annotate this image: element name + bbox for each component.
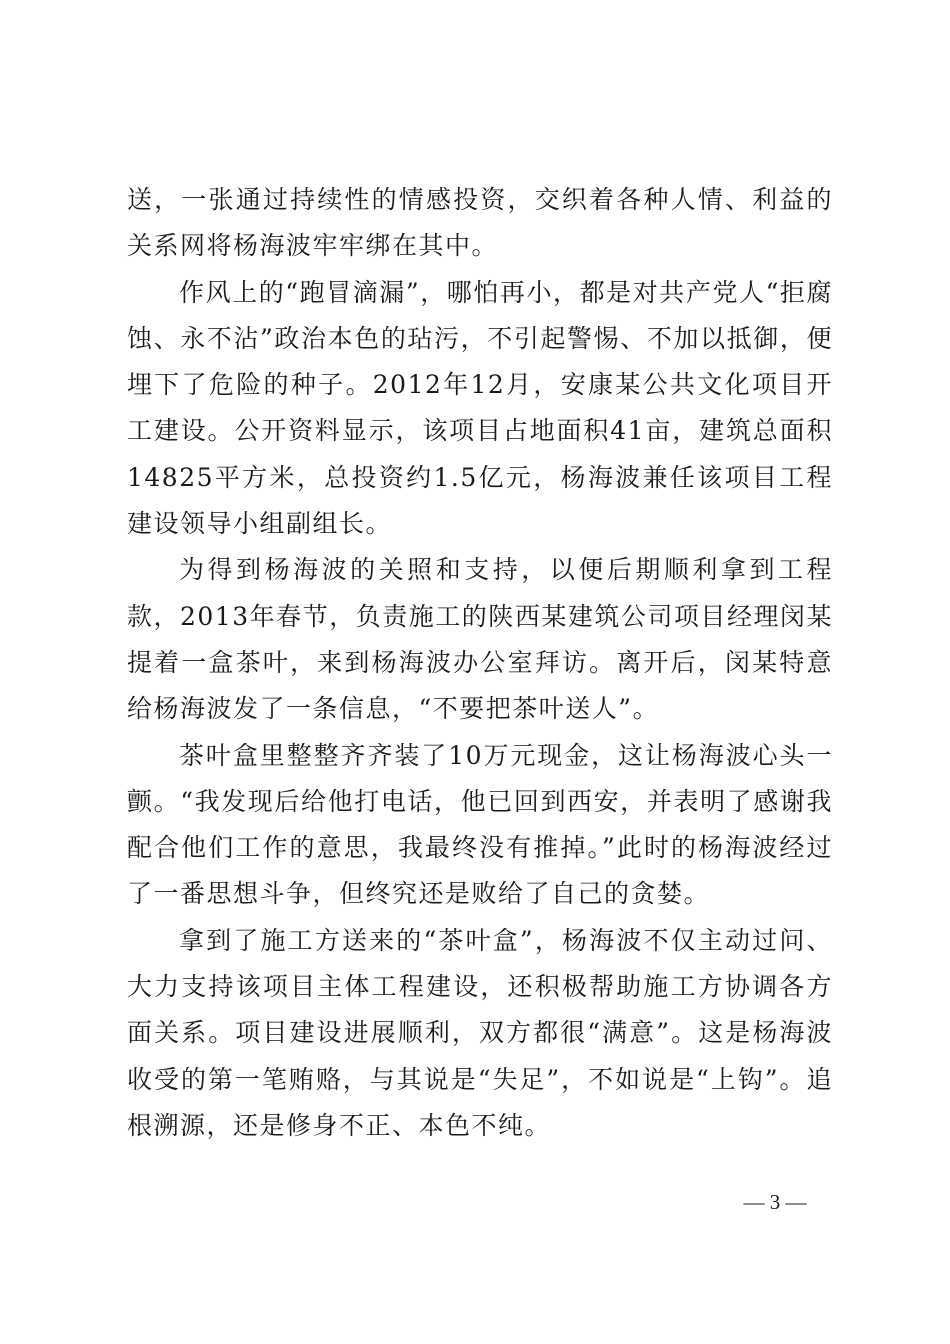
paragraph-4: 茶叶盒里整整齐齐装了10万元现金，这让杨海波心头一颤。“我发现后给他打电话，他已回到西安，并表明了感谢我配合他们工作的意思，我最终没有推掉。”此时的杨海波经过了一番思想斗争，但终究还是败给了自己的贪婪。 [127, 740, 833, 909]
paragraph-5: 拿到了施工方送来的“茶叶盒”，杨海波不仅主动过问、大力支持该项目主体工程建设，还积极帮助施工方协调各方面关系。项目建设进展顺利，双方都很“满意”。这是杨海波收受的第一笔贿赂，与其说是“失足”，不如说是“上钩”。追根溯源，还是修身不正、本色不纯。 [127, 925, 833, 1140]
paragraph-2: 作风上的“跑冒滴漏”，哪怕再小，都是对共产党人“拒腐蚀、永不沾”政治本色的玷污，不引起警惕、不加以抵御，便埋下了危险的种子。2012年12月，安康某公共文化项目开工建设。公开资料显示，该项目占地面积41亩，建筑总面积14825平方米，总投资约1.5亿元，杨海波兼任该项目工程建设领导小组副组长。 [127, 277, 833, 539]
paragraph-1: 送，一张通过持续性的情感投资，交织着各种人情、利益的关系网将杨海波牢牢绑在其中。 [127, 185, 833, 261]
page-number: — 3 — [743, 1190, 807, 1214]
paragraph-3: 为得到杨海波的关照和支持，以便后期顺利拿到工程款，2013年春节，负责施工的陕西某建筑公司项目经理闵某提着一盒茶叶，来到杨海波办公室拜访。离开后，闵某特意给杨海波发了一条信息，“不要把茶叶送人”。 [127, 555, 833, 724]
body-text [127, 177, 833, 1149]
